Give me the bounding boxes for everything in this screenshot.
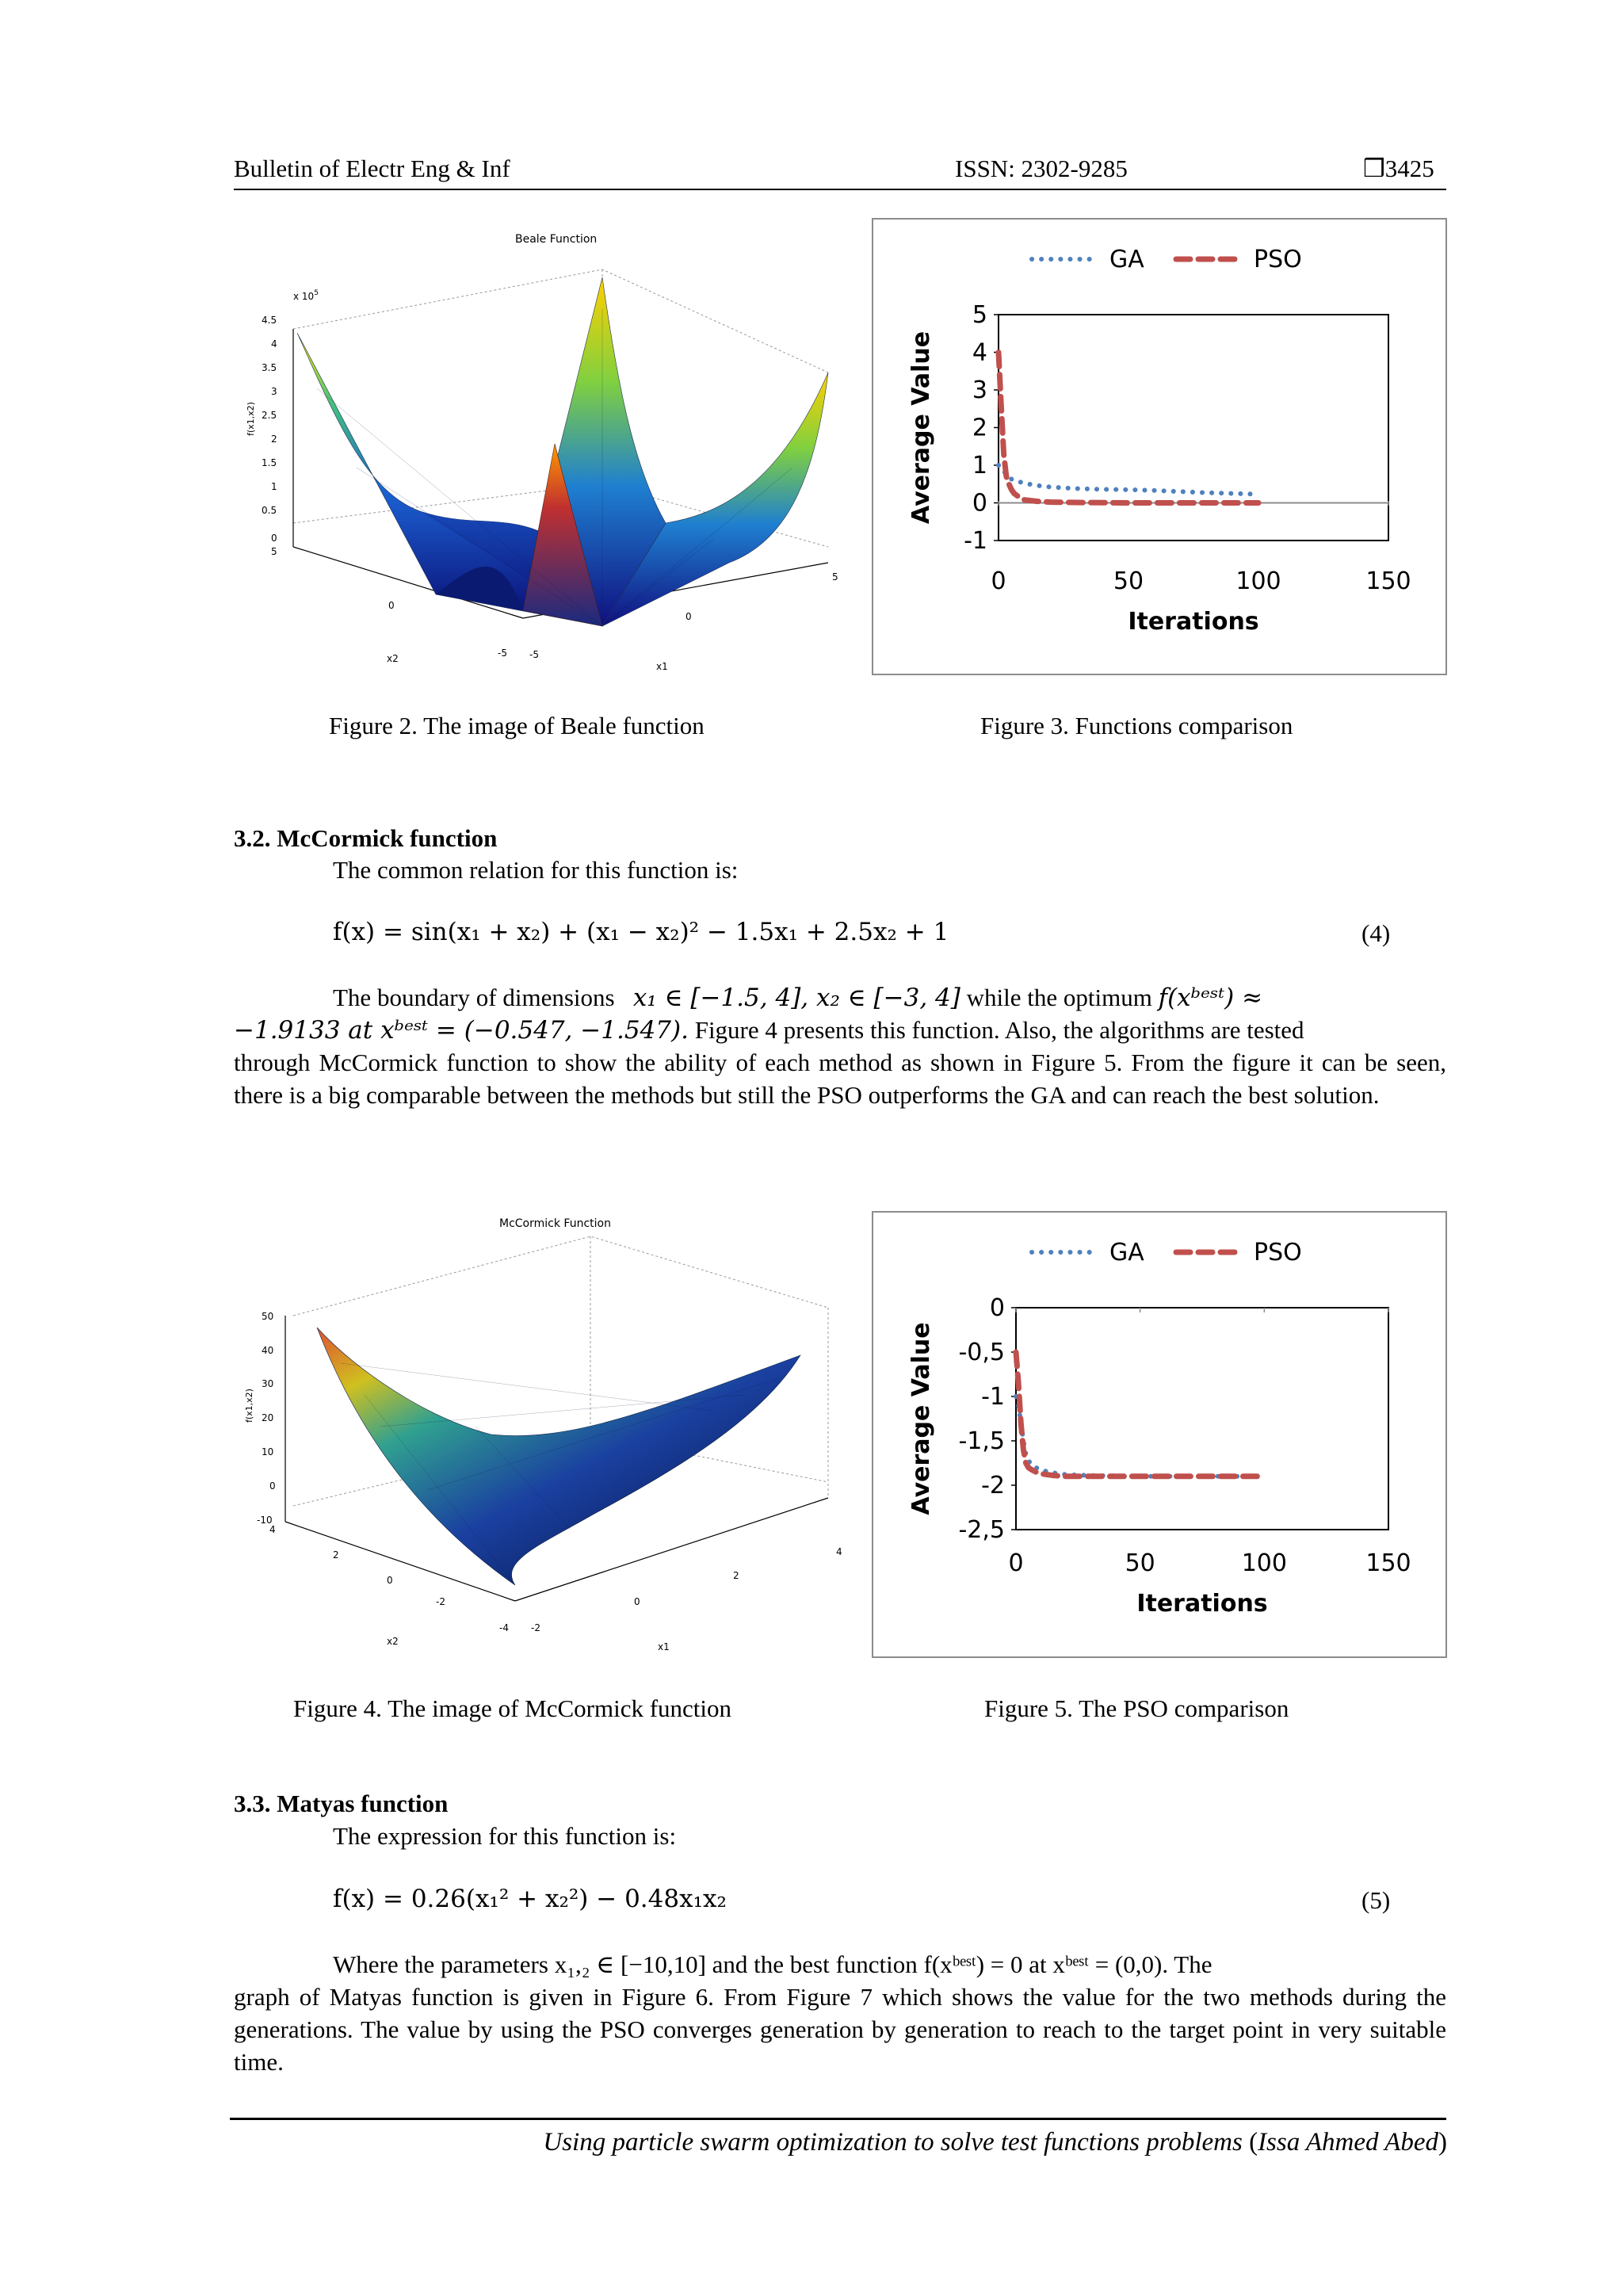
svg-text:-4: -4: [499, 1622, 509, 1633]
svg-text:1.5: 1.5: [262, 457, 277, 468]
mccormick-z-ticks: [257, 1311, 276, 1526]
page-number: ❒3425: [1363, 155, 1434, 182]
mccormick-xlabel: x1: [658, 1641, 670, 1652]
svg-text:-5: -5: [529, 649, 539, 660]
x-tick-label: 150: [1365, 567, 1411, 595]
plot-area: [1016, 1308, 1388, 1530]
section-3-2-line2: −1.9133 at xᵇᵉˢᵗ = (−0.547, −1.547). Figure 4 presents this function. Also, the algorithms are tested: [234, 1016, 1304, 1045]
svg-text:4: 4: [271, 338, 277, 350]
footer-rule: [230, 2118, 1446, 2120]
page-mark-icon: ❒: [1363, 155, 1385, 182]
section-3-3-line1: Where the parameters x₁,₂ ∈ [−10,10] and the best function f(xᵇᵉˢᵗ) = 0 at xᵇᵉˢᵗ = (0,0). The: [333, 1950, 1212, 1978]
mccormick-plot-title: McCormick Function: [499, 1217, 611, 1230]
fig3-caption: Figure 3. Functions comparison: [980, 712, 1293, 739]
y-tick-label: 5: [972, 301, 987, 329]
y-axis-title: Average Value: [907, 330, 935, 525]
x-axis-title: Iterations: [1136, 1590, 1268, 1618]
equation-5: f(x) = 0.26(x₁² + x₂²) − 0.48x₁x₂: [333, 1885, 727, 1913]
y-tick-label: 0: [989, 1294, 1005, 1322]
svg-text:50: 50: [262, 1311, 274, 1322]
x-tick-label: 100: [1235, 567, 1281, 595]
x-tick-label: 100: [1241, 1549, 1287, 1577]
running-footer: Using particle swarm optimization to solve test functions problems (Issa Ahmed Abed): [543, 2128, 1447, 2157]
beale-xlabel: x1: [656, 661, 668, 672]
svg-text:0: 0: [388, 600, 395, 611]
section-heading-3-3: 3.3. Matyas function: [234, 1790, 449, 1817]
legend-pso-label: PSO: [1254, 1239, 1302, 1266]
legend-ga-label: GA: [1109, 1239, 1144, 1266]
svg-text:40: 40: [262, 1345, 274, 1356]
svg-text:3: 3: [271, 386, 277, 397]
x-tick-label: 50: [1113, 567, 1144, 595]
y-tick-label: -1: [981, 1383, 1005, 1411]
svg-text:0: 0: [634, 1596, 640, 1607]
y-tick-label: -1,5: [958, 1427, 1005, 1455]
svg-text:2: 2: [271, 434, 277, 445]
y-tick-label: 1: [972, 452, 987, 479]
section-3-3-intro: The expression for this function is:: [333, 1822, 677, 1850]
mccormick-ylabel: x2: [387, 1636, 399, 1647]
y-tick-label: 0: [972, 489, 987, 518]
y-tick-label: 4: [972, 338, 987, 367]
section-3-2-paragraph: through McCormick function to show the ability of each method as shown in Figure 5. From the figure it can be seen, there is a big comparable between the methods but still the PSO outperforms the GA and can reach the best solution.: [234, 1049, 1446, 1109]
svg-text:4: 4: [269, 1524, 276, 1535]
series-ga-line: [1016, 1396, 1264, 1477]
y-tick-label: 2: [972, 414, 987, 442]
svg-text:-5: -5: [498, 648, 507, 659]
x-tick-label: 150: [1365, 1549, 1411, 1577]
y-tick-label: -2: [981, 1472, 1005, 1499]
svg-text:30: 30: [262, 1378, 274, 1389]
x-tick-label: 0: [1008, 1549, 1024, 1577]
header-rule: [234, 189, 1446, 190]
fig2-caption: Figure 2. The image of Beale function: [329, 712, 705, 739]
section-3-2-line1: The boundary of dimensions x₁ ∈ [−1.5, 4], x₂ ∈ [−3, 4] while the optimum f(xᵇᵉˢᵗ) ≈: [333, 984, 1263, 1012]
svg-text:4.5: 4.5: [262, 315, 277, 326]
mccormick-x-ticks: [531, 1546, 842, 1633]
y-tick-label: -2,5: [958, 1516, 1005, 1544]
svg-text:0: 0: [387, 1575, 393, 1586]
beale-zlabel: f(x1,x2): [246, 402, 256, 436]
svg-text:-10: -10: [257, 1515, 273, 1526]
svg-text:3.5: 3.5: [262, 362, 277, 373]
fig4-caption: Figure 4. The image of McCormick function: [293, 1694, 732, 1722]
journal-name: Bulletin of Electr Eng & Inf: [234, 155, 510, 182]
legend-pso-label: PSO: [1254, 246, 1302, 273]
svg-text:5: 5: [271, 546, 277, 557]
plot-area: [999, 315, 1388, 541]
y-tick-label: -0,5: [958, 1339, 1005, 1366]
equation-4-number: (4): [1361, 919, 1391, 947]
legend-ga-label: GA: [1109, 246, 1144, 273]
svg-text:2: 2: [333, 1549, 339, 1561]
svg-text:1: 1: [271, 481, 277, 492]
series-ga-line: [999, 465, 1258, 495]
svg-text:0: 0: [271, 533, 277, 544]
svg-text:0.5: 0.5: [262, 505, 277, 516]
svg-text:-2: -2: [531, 1622, 540, 1633]
issn: ISSN: 2302-9285: [955, 155, 1128, 182]
beale-surface-figure: [238, 230, 864, 674]
svg-text:10: 10: [262, 1446, 274, 1457]
fig5-caption: Figure 5. The PSO comparison: [984, 1694, 1289, 1722]
mccormick-zlabel: f(x1,x2): [244, 1389, 254, 1423]
y-tick-label: -1: [964, 527, 987, 555]
svg-text:0: 0: [685, 611, 692, 622]
y-axis-title: Average Value: [907, 1322, 935, 1515]
svg-text:5: 5: [832, 571, 838, 583]
x-tick-label: 0: [991, 567, 1006, 595]
svg-text:2.5: 2.5: [262, 410, 277, 421]
equation-5-number: (5): [1361, 1886, 1391, 1914]
series-pso-line: [1016, 1352, 1264, 1477]
beale-plot-title: Beale Function: [515, 233, 598, 246]
svg-text:2: 2: [733, 1570, 739, 1581]
fig3-chart: [872, 218, 1447, 675]
svg-text:0: 0: [269, 1480, 276, 1492]
svg-text:4: 4: [836, 1546, 842, 1557]
section-3-2-intro: The common relation for this function is:: [333, 856, 739, 884]
svg-text:20: 20: [262, 1412, 274, 1423]
fig5-chart: [872, 1211, 1447, 1658]
beale-scale: x $10^5$: [293, 289, 319, 302]
mccormick-surface-figure: [238, 1213, 864, 1656]
y-tick-label: 3: [972, 376, 987, 404]
series-pso-line: [999, 353, 1258, 503]
x-tick-label: 50: [1125, 1549, 1155, 1577]
beale-ylabel: x2: [387, 653, 399, 664]
equation-4: f(x) = sin(x₁ + x₂) + (x₁ − x₂)² − 1.5x₁ + 2.5x₂ + 1: [333, 918, 949, 946]
beale-z-ticks: [262, 315, 277, 544]
section-3-3-paragraph: graph of Matyas function is given in Figure 6. From Figure 7 which shows the value for the two methods during the generations. The value by using the PSO converges generation by generation to reach to the target point in very suitable time.: [234, 1983, 1446, 2076]
svg-text:-2: -2: [436, 1596, 445, 1607]
section-heading-3-2: 3.2. McCormick function: [234, 824, 498, 852]
x-axis-title: Iterations: [1128, 608, 1259, 636]
